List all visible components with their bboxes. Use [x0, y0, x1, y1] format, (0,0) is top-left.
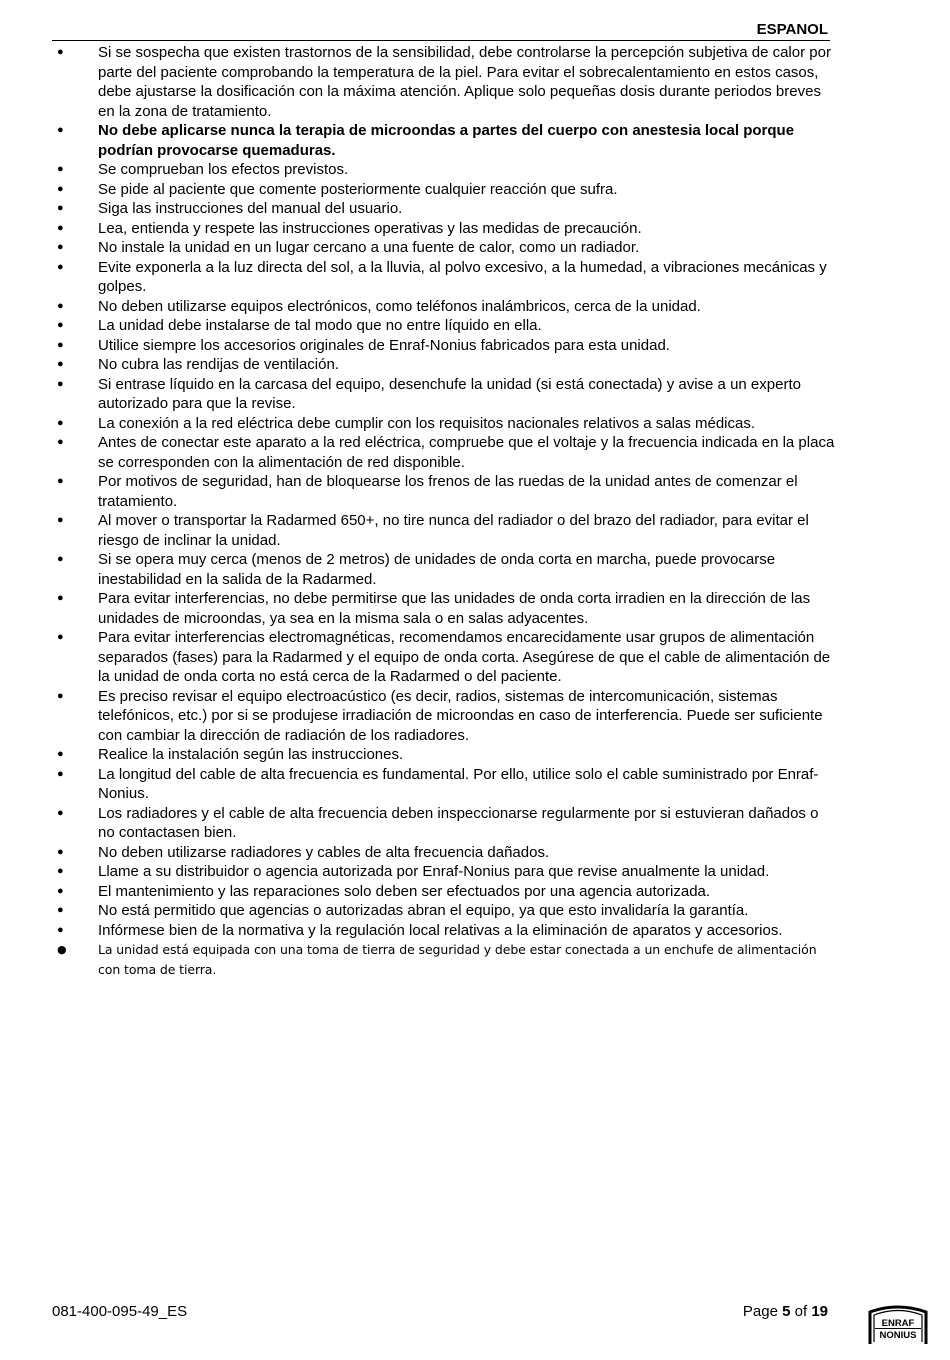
list-item-text: Se pide al paciente que comente posteriormente cualquier reacción que sufra. — [98, 180, 618, 198]
page-label: Page — [742, 1303, 778, 1320]
list-item — [48, 375, 838, 414]
list-item — [48, 219, 838, 239]
list-item — [48, 940, 838, 980]
bullet-icon: ● — [57, 358, 64, 370]
bullet-icon: ● — [57, 436, 64, 448]
bullet-icon: ● — [57, 241, 64, 253]
list-item — [48, 180, 838, 200]
bullet-icon: ● — [57, 631, 64, 643]
section-title: ESPANOL — [756, 21, 828, 38]
list-item-text: No instale la unidad en un lugar cercano a una fuente de calor, como un radiador. — [98, 239, 640, 256]
list-item — [48, 297, 838, 317]
list-item-text: Para evitar interferencias electromagnéticas, recomendamos encarecidamente usar grupos de alimentación separados (fases) para la Radarmed y el equipo de onda corta. Asegúrese de que el cable de alimentación de la unidad de onda corta no está cerca de la Radarmed o del paciente. — [98, 629, 831, 685]
list-item — [48, 336, 838, 356]
list-item-text: El mantenimiento y las reparaciones solo deben ser efectuados por una agencia autorizada. — [98, 882, 711, 900]
bullet-icon: ● — [57, 416, 64, 429]
list-item-text: Si se sospecha que existen trastornos de la sensibilidad, debe controlarse la percepción subjetiva de calor por parte del paciente comprobando la temperatura de la piel. Para evitar el sobrecalentamiento en estos casos, debe ajustarse la dosificación con la máxima atención. Aplique solo pequeñas dosis durante periodos breves en la zona de tratamiento. — [98, 44, 831, 120]
bullet-icon: ● — [57, 943, 67, 956]
list-item — [48, 628, 838, 687]
bullet-icon: ● — [57, 377, 64, 390]
list-item-text: No está permitido que agencias o autorizadas abran el equipo, ya que esto invalidaría la garantía. — [98, 902, 749, 919]
list-item — [48, 199, 838, 219]
page-of-label: of — [794, 1303, 808, 1320]
bullet-icon: ● — [57, 689, 64, 702]
list-item — [48, 589, 838, 628]
bullet-icon: ● — [57, 767, 64, 780]
list-item-text: Antes de conectar este aparato a la red eléctrica, compruebe que el voltaje y la frecuencia indicada en la placa se corresponden con la alimentación de red disponible. — [98, 434, 835, 471]
bullet-icon: ● — [57, 748, 64, 760]
logo-graphic — [866, 1300, 930, 1348]
list-item — [48, 160, 838, 180]
list-item — [48, 43, 838, 121]
bullet-icon: ● — [57, 202, 64, 214]
list-item-text: La unidad debe instalarse de tal modo que no entre líquido en ella. — [98, 317, 542, 334]
list-item-text: No deben utilizarse equipos electrónicos, como teléfonos inalámbricos, cerca de la unidad. — [98, 297, 701, 315]
bullet-icon: ● — [57, 904, 64, 916]
bullet-icon: ● — [57, 884, 64, 897]
bullet-icon: ● — [57, 923, 64, 936]
bullet-icon: ● — [57, 806, 64, 819]
list-item — [48, 121, 838, 160]
bullet-icon: ● — [57, 319, 64, 331]
bullet-icon: ● — [57, 163, 64, 175]
page-footer — [52, 1303, 832, 1323]
bullet-icon: ● — [57, 299, 64, 312]
list-item — [48, 238, 838, 258]
list-item-text: No deben utilizarse radiadores y cables de alta frecuencia dañados. — [98, 843, 550, 861]
list-item-text: Al mover o transportar la Radarmed 650+, no tire nunca del radiador o del brazo del radiador, para evitar el riesgo de inclinar la unidad. — [98, 512, 809, 549]
list-item-text: Si entrase líquido en la carcasa del equipo, desenchufe la unidad (si está conectada) y avise a un experto autorizado para que la revise. — [98, 375, 801, 412]
document-body — [48, 43, 838, 980]
document-number: 081-400-095-49_ES — [52, 1303, 188, 1320]
list-item-text: Evite exponerla a la luz directa del sol, a la lluvia, al polvo excesivo, a la humedad, a vibraciones mecánicas y golpes. — [98, 258, 827, 295]
list-item-text: Los radiadores y el cable de alta frecuencia deben inspeccionarse regularmente por si estuvieran dañados o no contactasen bien. — [98, 804, 819, 841]
bullet-icon: ● — [57, 260, 64, 273]
safety-instructions-list — [48, 43, 838, 980]
list-item-text: Utilice siempre los accesorios originales de Enraf-Nonius fabricados para esta unidad. — [98, 336, 670, 354]
list-item-text: No debe aplicarse nunca la terapia de microondas a partes del cuerpo con anestesia local porque podrían provocarse quemaduras. — [98, 122, 795, 159]
list-item-text: Infórmese bien de la normativa y la regulación local relativas a la eliminación de aparatos y accesorios. — [98, 921, 783, 939]
list-item — [48, 433, 838, 472]
list-item-text: Es preciso revisar el equipo electroacústico (es decir, radios, sistemas de intercomunicación, sistemas telefónicos, etc.) por si se produjese irradiación de microondas en caso de interferencia. Puede ser suficiente con cambiar la dirección de radiación de los radiadores. — [98, 687, 823, 744]
bullet-icon: ● — [57, 553, 64, 565]
list-item — [48, 882, 838, 902]
bullet-icon: ● — [57, 338, 64, 351]
list-item-text: La conexión a la red eléctrica debe cumplir con los requisitos nacionales relativos a salas médicas. — [98, 414, 756, 432]
list-item-text: No cubra las rendijas de ventilación. — [98, 356, 339, 373]
list-item-text: La unidad está equipada con una toma de tierra de seguridad y debe estar conectada a un enchufe de alimentación con toma de tierra. — [98, 942, 817, 977]
list-item-text: La longitud del cable de alta frecuencia es fundamental. Por ello, utilice solo el cable suministrado por Enraf-Nonius. — [98, 765, 819, 802]
list-item — [48, 921, 838, 941]
list-item — [48, 550, 838, 589]
bullet-icon: ● — [57, 124, 64, 136]
list-item — [48, 355, 838, 375]
list-item-text: Realice la instalación según las instrucciones. — [98, 746, 404, 763]
list-item — [48, 414, 838, 434]
list-item-text: Por motivos de seguridad, han de bloquearse los frenos de las ruedas de la unidad antes de comenzar el tratamiento. — [98, 473, 798, 510]
logo-text-line2: NONIUS — [879, 1330, 917, 1341]
page-header — [52, 20, 830, 41]
list-item-text: Se comprueban los efectos previstos. — [98, 161, 349, 178]
bullet-icon: ● — [57, 592, 64, 604]
page-current: 5 — [782, 1303, 791, 1320]
bullet-icon: ● — [57, 475, 64, 487]
bullet-icon: ● — [57, 46, 64, 58]
list-item-text: Siga las instrucciones del manual del usuario. — [98, 200, 403, 217]
list-item — [48, 901, 838, 921]
list-item — [48, 862, 838, 882]
logo-text-line1: ENRAF — [881, 1318, 915, 1329]
list-item — [48, 258, 838, 297]
list-item — [48, 687, 838, 746]
enraf-nonius-logo — [866, 1300, 930, 1348]
list-item — [48, 511, 838, 550]
bullet-icon: ● — [57, 845, 64, 858]
page-indicator — [743, 1303, 828, 1321]
list-item-text: Lea, entienda y respete las instrucciones operativas y las medidas de precaución. — [98, 219, 642, 237]
list-item — [48, 843, 838, 863]
page-total: 19 — [811, 1303, 828, 1320]
bullet-icon: ● — [57, 865, 64, 877]
list-item — [48, 472, 838, 511]
list-item-text: Para evitar interferencias, no debe permitirse que las unidades de onda corta irradien en la dirección de las unidades de microondas, ya sea en la misma sala o en salas adyacentes. — [98, 590, 811, 627]
list-item — [48, 765, 838, 804]
list-item — [48, 745, 838, 765]
list-item-text: Si se opera muy cerca (menos de 2 metros) de unidades de onda corta en marcha, puede provocarse inestabilidad en la salida de la Radarmed. — [98, 551, 776, 588]
bullet-icon: ● — [57, 182, 64, 195]
bullet-icon: ● — [57, 514, 64, 526]
list-item — [48, 316, 838, 336]
list-item — [48, 804, 838, 843]
bullet-icon: ● — [57, 221, 64, 234]
list-item-text: Llame a su distribuidor o agencia autorizada por Enraf-Nonius para que revise anualmente la unidad. — [98, 863, 770, 880]
